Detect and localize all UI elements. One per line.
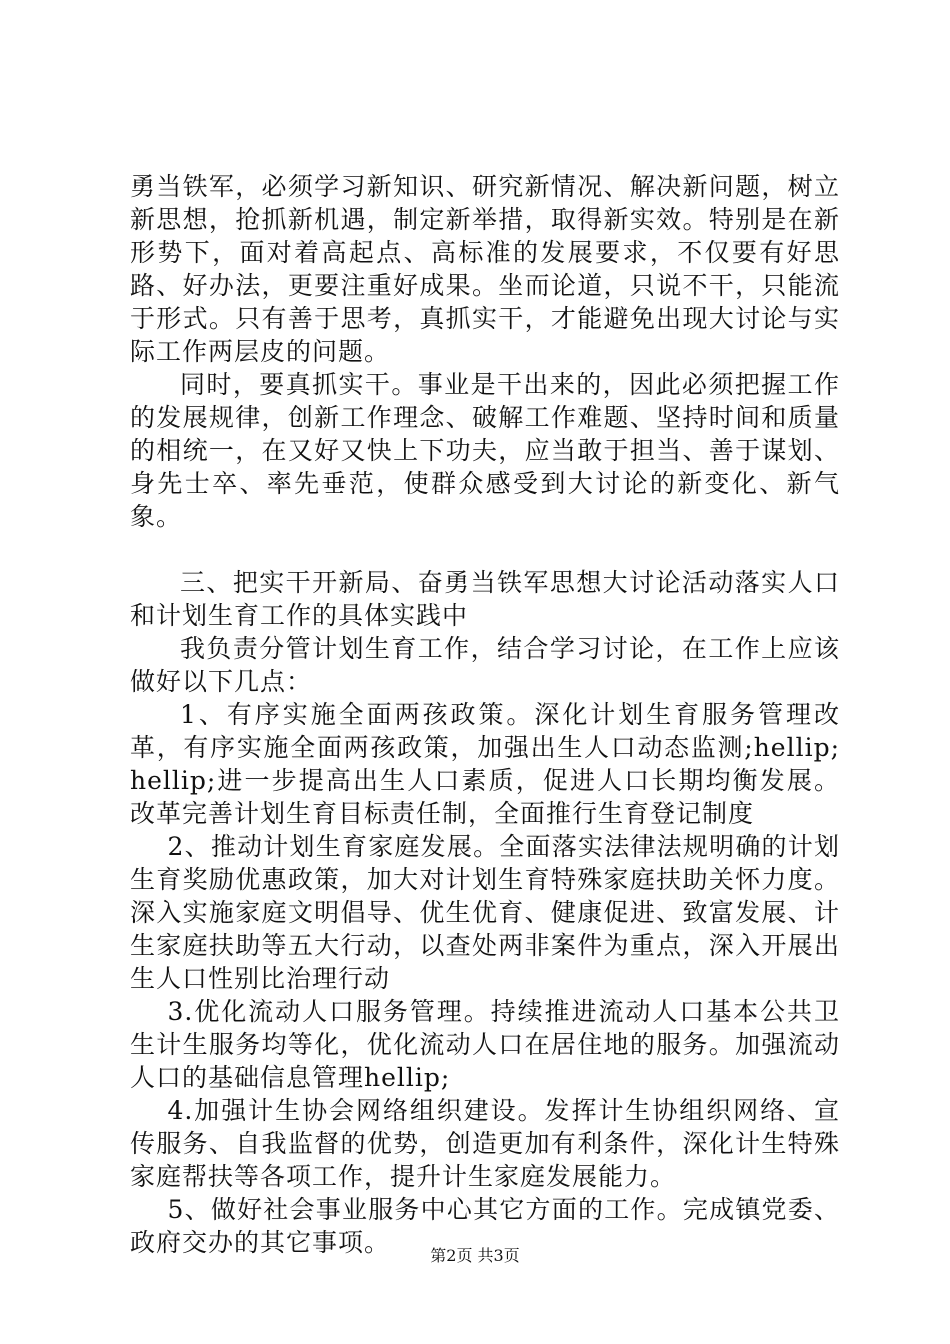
page-footer: 第2页 共3页 — [430, 1246, 520, 1265]
list-item-5: 5、做好社会事业服务中心其它方面的工作。完成镇党委、政府交办的其它事项。 — [130, 1195, 840, 1257]
section-heading-three: 三、把实干开新局、奋勇当铁军思想大讨论活动落实人口和计划生育工作的具体实践中 — [130, 568, 840, 630]
document-body — [130, 170, 840, 1259]
list-item-1: 1、有序实施全面两孩政策。深化计划生育服务管理改革，有序实施全面两孩政策，加强出生人口动态监测;hellip;hellip;进一步提高出生人口素质，促进人口长期均衡发展。改革完善计划生育目标责任制，全面推行生育登记制度 — [130, 700, 840, 828]
paragraph-continuation: 勇当铁军，必须学习新知识、研究新情况、解决新问题，树立新思想，抢抓新机遇，制定新举措，取得新实效。特别是在新形势下，面对着高起点、高标准的发展要求，不仅要有好思路、好办法，更要注重好成果。坐而论道，只说不干，只能流于形式。只有善于思考，真抓实干，才能避免出现大讨论与实际工作两层皮的问题。 — [130, 172, 840, 366]
list-item-3: 3.优化流动人口服务管理。持续推进流动人口基本公共卫生计生服务均等化，优化流动人口在居住地的服务。加强流动人口的基础信息管理hellip; — [130, 997, 840, 1092]
paragraph-practical-work: 同时，要真抓实干。事业是干出来的，因此必须把握工作的发展规律，创新工作理念、破解工作难题、坚持时间和质量的相统一，在又好又快上下功夫，应当敢于担当、善于谋划、身先士卒、率先垂范，使群众感受到大讨论的新变化、新气象。 — [130, 370, 840, 531]
list-item-2: 2、推动计划生育家庭发展。全面落实法律法规明确的计划生育奖励优惠政策，加大对计划生育特殊家庭扶助关怀力度。深入实施家庭文明倡导、优生优育、健康促进、致富发展、计生家庭扶助等五大行动，以查处两非案件为重点，深入开展出生人口性别比治理行动 — [130, 832, 840, 993]
list-item-4: 4.加强计生协会网络组织建设。发挥计生协组织网络、宣传服务、自我监督的优势，创造更加有利条件，深化计生特殊家庭帮扶等各项工作，提升计生家庭发展能力。 — [130, 1096, 840, 1191]
paragraph-spacer — [130, 533, 840, 566]
paragraph-responsibility: 我负责分管计划生育工作，结合学习讨论，在工作上应该做好以下几点： — [130, 634, 840, 696]
